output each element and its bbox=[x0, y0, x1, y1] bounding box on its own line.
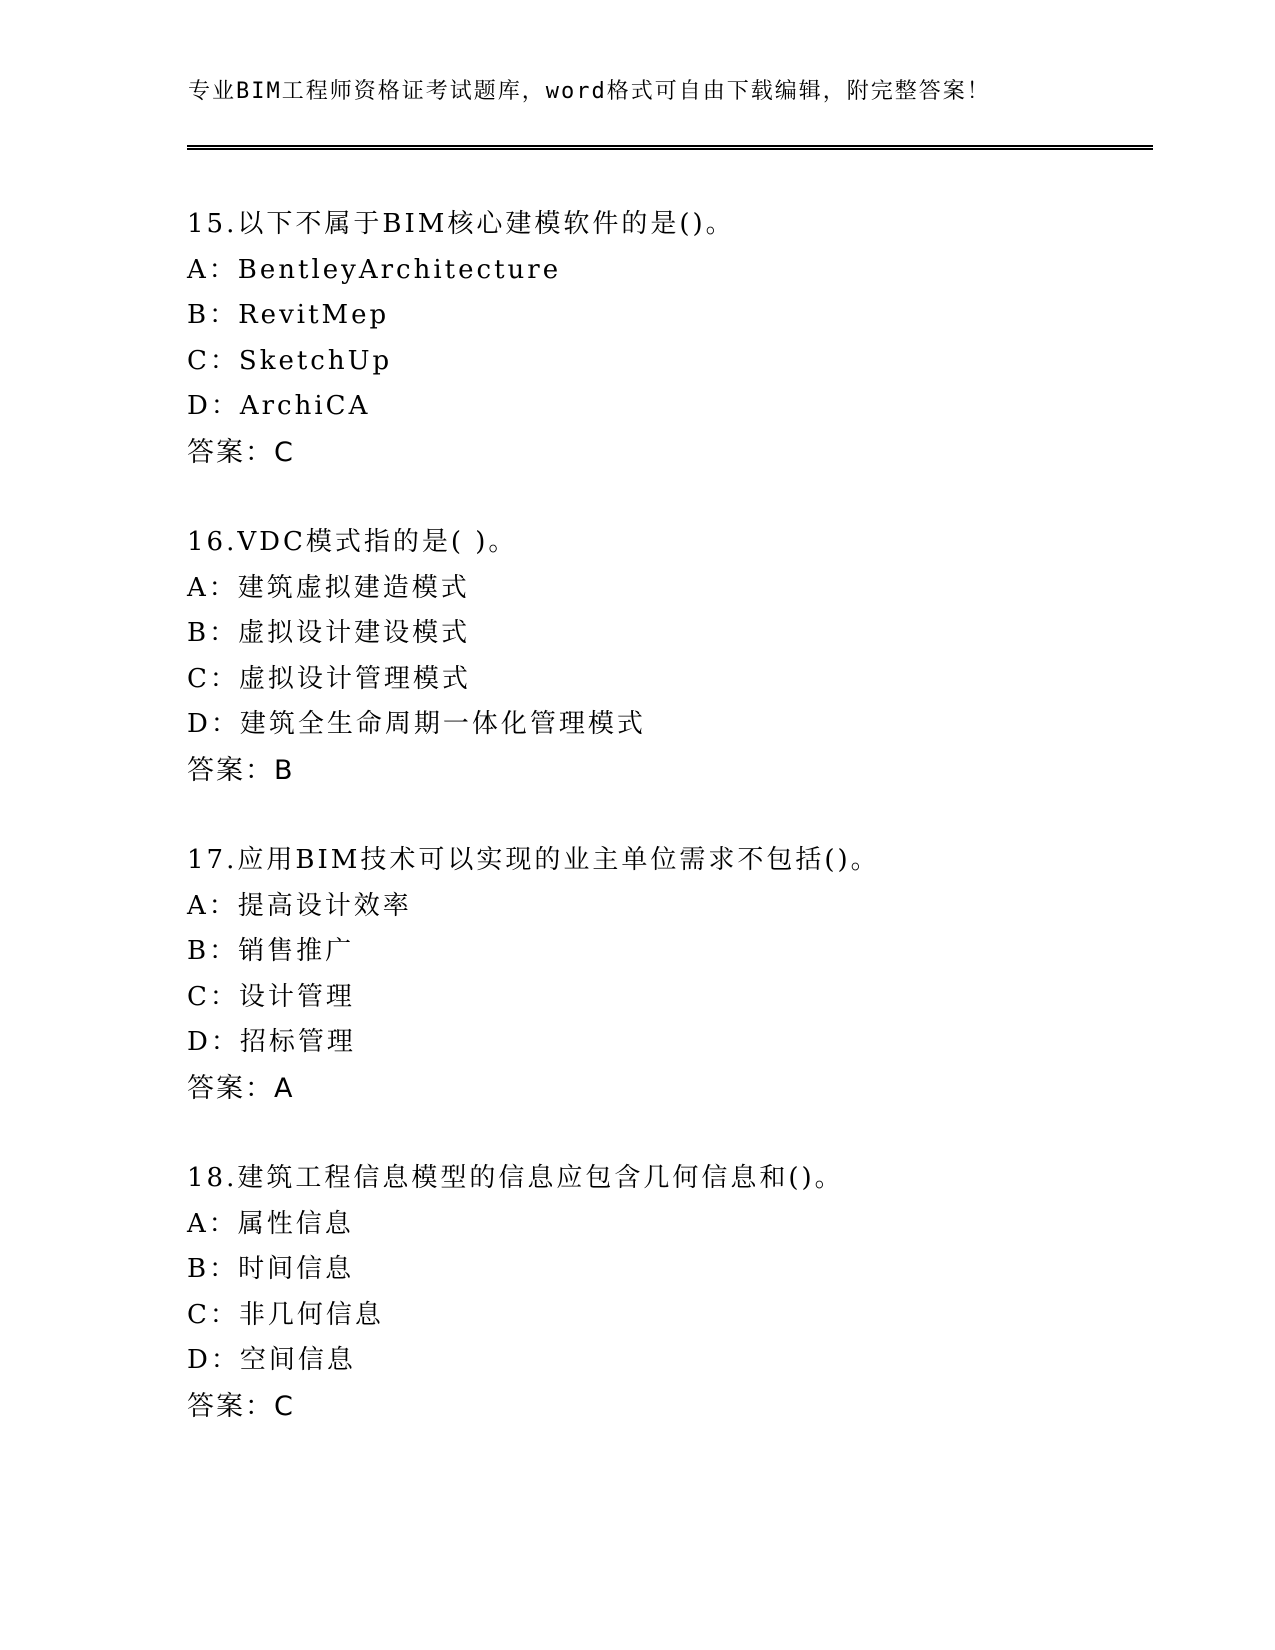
question-15 bbox=[187, 202, 1167, 475]
option-c: C：非几何信息 bbox=[187, 1299, 384, 1330]
question-stem: 17.应用BIM技术可以实现的业主单位需求不包括()。 bbox=[187, 845, 880, 875]
question-17 bbox=[187, 838, 1167, 1111]
option-d: D：空间信息 bbox=[187, 1345, 356, 1375]
answer-line: 答案：C bbox=[187, 1390, 295, 1422]
answer-line: 答案：C bbox=[187, 436, 295, 468]
question-stem: 18.建筑工程信息模型的信息应包含几何信息和()。 bbox=[187, 1163, 844, 1193]
question-stem: 15.以下不属于BIM核心建模软件的是()。 bbox=[187, 209, 735, 239]
option-c: C：虚拟设计管理模式 bbox=[187, 663, 471, 694]
option-c: C：SketchUp bbox=[187, 345, 393, 376]
page-header: 专业BIM工程师资格证考试题库，word格式可自由下载编辑，附完整答案！ bbox=[188, 79, 991, 104]
option-c: C：设计管理 bbox=[187, 981, 355, 1012]
option-b: B：虚拟设计建设模式 bbox=[187, 618, 471, 648]
option-d: D：建筑全生命周期一体化管理模式 bbox=[187, 709, 646, 739]
header-divider bbox=[187, 145, 1153, 150]
option-a: A：BentleyArchitecture bbox=[187, 254, 562, 285]
answer-line: 答案：B bbox=[187, 754, 295, 786]
option-a: A：属性信息 bbox=[187, 1208, 354, 1239]
option-d: D：招标管理 bbox=[187, 1027, 356, 1057]
option-a: A：建筑虚拟建造模式 bbox=[187, 572, 470, 603]
option-d: D：ArchiCA bbox=[187, 391, 371, 421]
option-b: B：时间信息 bbox=[187, 1254, 355, 1284]
question-18 bbox=[187, 1156, 1167, 1429]
question-16 bbox=[187, 520, 1167, 793]
answer-line: 答案：A bbox=[187, 1072, 295, 1104]
option-b: B：RevitMep bbox=[187, 300, 390, 330]
option-a: A：提高设计效率 bbox=[187, 890, 412, 921]
option-b: B：销售推广 bbox=[187, 936, 355, 966]
question-stem: 16.VDC模式指的是( )。 bbox=[187, 527, 518, 557]
